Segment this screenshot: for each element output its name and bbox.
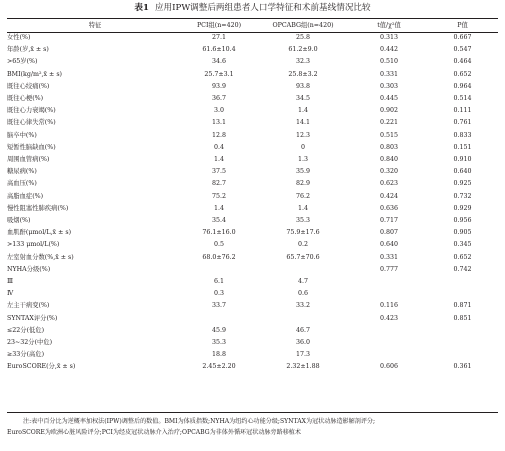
table-row: [7, 93, 498, 105]
row-feature-cell: EuroSCORE(分,x̄ ± s): [7, 363, 76, 371]
row-feature-cell: 既往心力衰竭(%): [7, 107, 56, 115]
row-feature-cell: Ⅳ: [7, 290, 14, 298]
table-row: [7, 361, 498, 373]
table-note-line-2: EuroSCORE为欧洲心脏风险评分;PCI为经皮冠状动脉介入治疗;OPCABG为非体外循环冠状动脉旁路移植术: [7, 429, 301, 436]
row-feature-cell: 左主干病变(%): [7, 302, 50, 310]
row-statistic-cell: 0.902: [379, 107, 399, 115]
row-opcabg-cell: 4.7: [297, 278, 308, 286]
row-feature-cell: SYNTAX评分(%): [7, 314, 58, 322]
row-pci-cell: 33.7: [211, 302, 227, 310]
row-pci-cell: 25.7±3.1: [204, 70, 234, 78]
row-opcabg-cell: 14.1: [295, 119, 311, 127]
row-statistic-cell: 0.423: [379, 314, 399, 322]
row-pci-cell: 27.1: [211, 34, 227, 41]
table-header-row: [7, 19, 498, 32]
row-pci-cell: 1.4: [213, 204, 224, 212]
row-pci-cell: [183, 313, 255, 325]
row-feature-cell: 年龄(岁,x̄ ± s): [7, 46, 49, 54]
row-feature-cell: 女性(%): [7, 34, 31, 41]
table-row: [7, 142, 498, 154]
row-opcabg-cell: 75.9±17.6: [286, 229, 320, 237]
row-opcabg-cell: 17.3: [295, 351, 311, 359]
row-statistic-cell: [351, 337, 427, 349]
table-body: [7, 32, 498, 374]
baseline-table: [7, 19, 498, 374]
row-p-value-cell: 0.640: [453, 168, 472, 176]
row-p-value-cell: 0.761: [453, 119, 472, 127]
row-p-value-cell: 0.111: [453, 107, 472, 115]
row-opcabg-cell: 12.3: [295, 131, 311, 139]
row-p-value-cell: 0.871: [453, 302, 472, 310]
row-pci-cell: 82.7: [211, 180, 227, 188]
row-opcabg-cell: 35.3: [295, 217, 311, 225]
row-pci-cell: 75.2: [211, 192, 227, 200]
header-p-value: P值: [457, 22, 468, 29]
row-p-value-cell: 0.833: [453, 131, 472, 139]
row-feature-cell: ≤22分(低危): [7, 326, 45, 334]
row-opcabg-cell: 25.8±3.2: [288, 70, 318, 78]
row-p-value-cell: 0.742: [453, 265, 472, 273]
row-opcabg-cell: 1.3: [297, 156, 308, 164]
row-p-value-cell: 0.905: [453, 229, 472, 237]
row-statistic-cell: [351, 325, 427, 337]
row-feature-cell: NYHA分级(%): [7, 265, 51, 273]
row-p-value-cell: [427, 349, 498, 361]
row-statistic-cell: 0.221: [379, 119, 399, 127]
row-statistic-cell: 0.606: [379, 363, 399, 371]
table-row: [7, 300, 498, 312]
row-feature-cell: 既往心梗(%): [7, 95, 44, 103]
row-feature-cell: Ⅲ: [7, 278, 14, 286]
row-pci-cell: 0.3: [213, 290, 224, 298]
table-row: [7, 325, 498, 337]
table-row: [7, 288, 498, 300]
row-feature-cell: >65岁(%): [7, 58, 38, 66]
row-statistic-cell: 0.840: [379, 156, 399, 164]
row-opcabg-cell: 25.8: [295, 34, 311, 41]
table-caption: 应用IPW调整后两组患者人口学特征和术前基线情况比较: [154, 3, 371, 13]
row-opcabg-cell: 82.9: [295, 180, 311, 188]
table-row: [7, 44, 498, 56]
row-p-value-cell: 0.925: [453, 180, 472, 188]
row-feature-cell: 周围血管病(%): [7, 156, 50, 164]
row-opcabg-cell: 61.2±9.0: [288, 46, 318, 54]
table-row: [7, 215, 498, 227]
table-row: [7, 276, 498, 288]
row-statistic-cell: 0.623: [379, 180, 399, 188]
row-p-value-cell: 0.151: [453, 143, 472, 151]
row-pci-cell: 68.0±76.2: [202, 253, 236, 261]
table-row: [7, 105, 498, 117]
row-pci-cell: 1.4: [213, 156, 224, 164]
row-opcabg-cell: 2.32±1.88: [286, 363, 320, 371]
row-feature-cell: 高血压(%): [7, 180, 37, 188]
row-statistic-cell: 0.424: [379, 192, 399, 200]
row-pci-cell: 0.4: [213, 143, 224, 151]
row-opcabg-cell: 46.7: [295, 326, 311, 334]
table-row: [7, 239, 498, 251]
row-statistic-cell: 0.640: [379, 241, 399, 249]
row-statistic-cell: 0.116: [379, 302, 399, 310]
row-statistic-cell: [351, 288, 427, 300]
table-row: [7, 337, 498, 349]
row-p-value-cell: 0.732: [453, 192, 472, 200]
row-pci-cell: 35.3: [211, 339, 227, 347]
table-note-line-1: 注:表中百分比为逆概率加权法(IPW)调整后的数值。BMI为体质指数;NYHA为纽约心功能分级;SYNTAX为冠状动脉造影解剖评分;: [23, 418, 376, 425]
row-opcabg-cell: 33.2: [295, 302, 311, 310]
row-p-value-cell: 0.361: [453, 363, 472, 371]
row-feature-cell: 吸烟(%): [7, 217, 31, 225]
table-notes: [7, 416, 498, 438]
row-p-value-cell: 0.345: [453, 241, 472, 249]
table-row: [7, 130, 498, 142]
header-opcabg: OPCABG组(n=420): [272, 22, 334, 29]
row-statistic-cell: [351, 276, 427, 288]
row-statistic-cell: 0.510: [379, 58, 399, 66]
row-opcabg-cell: 0: [300, 143, 305, 151]
row-statistic-cell: 0.303: [379, 82, 399, 90]
row-statistic-cell: 0.803: [379, 143, 399, 151]
row-feature-cell: >133 μmol/L(%): [7, 241, 60, 249]
row-p-value-cell: 0.910: [453, 156, 472, 164]
table-title: [0, 3, 505, 14]
table-row: [7, 154, 498, 166]
row-p-value-cell: 0.652: [453, 70, 472, 78]
table-row: [7, 32, 498, 44]
row-opcabg-cell: 0.6: [297, 290, 308, 298]
row-opcabg-cell: 32.3: [295, 58, 311, 66]
table-row: [7, 252, 498, 264]
row-pci-cell: 36.7: [211, 95, 227, 103]
header-feature: 特征: [88, 22, 102, 29]
row-feature-cell: 23~32分(中危): [7, 339, 53, 347]
row-opcabg-cell: [255, 264, 351, 276]
row-opcabg-cell: 93.8: [295, 82, 311, 90]
row-p-value-cell: 0.929: [453, 204, 472, 212]
row-statistic-cell: 0.717: [379, 217, 399, 225]
row-pci-cell: 18.8: [211, 351, 227, 359]
row-p-value-cell: 0.956: [453, 217, 472, 225]
row-pci-cell: 2.45±2.20: [202, 363, 236, 371]
table-row: [7, 203, 498, 215]
row-statistic-cell: 0.807: [379, 229, 399, 237]
row-p-value-cell: 0.652: [453, 253, 472, 261]
row-pci-cell: 12.8: [211, 131, 227, 139]
header-pci: PCI组(n=420): [196, 22, 242, 29]
table-row: [7, 227, 498, 239]
row-statistic-cell: 0.515: [379, 131, 399, 139]
row-feature-cell: 糖尿病(%): [7, 168, 37, 176]
row-p-value-cell: [427, 325, 498, 337]
table-row: [7, 81, 498, 93]
row-feature-cell: 脑卒中(%): [7, 131, 37, 139]
row-statistic-cell: 0.777: [379, 265, 399, 273]
table-row: [7, 191, 498, 203]
row-feature-cell: 既往心绞痛(%): [7, 82, 50, 90]
table-row: [7, 264, 498, 276]
row-opcabg-cell: 1.4: [297, 204, 308, 212]
row-feature-cell: BMI(kg/m²,x̄ ± s): [7, 70, 63, 78]
row-feature-cell: 既往心律失常(%): [7, 119, 56, 127]
row-opcabg-cell: 1.4: [297, 107, 308, 115]
row-feature-cell: 血肌酐(μmol/L,x̄ ± s): [7, 229, 72, 237]
row-pci-cell: [183, 264, 255, 276]
row-p-value-cell: 0.667: [453, 34, 472, 41]
row-opcabg-cell: 35.9: [295, 168, 311, 176]
row-opcabg-cell: 34.5: [295, 95, 311, 103]
row-feature-cell: 短暂性脑缺血(%): [7, 143, 56, 151]
row-statistic-cell: [351, 349, 427, 361]
row-statistic-cell: 0.445: [379, 95, 399, 103]
row-pci-cell: 37.5: [211, 168, 227, 176]
table-row: [7, 349, 498, 361]
table-row: [7, 117, 498, 129]
table-row: [7, 178, 498, 190]
row-p-value-cell: 0.964: [453, 82, 472, 90]
row-p-value-cell: 0.514: [453, 95, 472, 103]
table-row: [7, 313, 498, 325]
row-pci-cell: 34.6: [211, 58, 227, 66]
row-pci-cell: 93.9: [211, 82, 227, 90]
row-statistic-cell: 0.442: [379, 46, 399, 54]
row-feature-cell: ≥33分(高危): [7, 351, 45, 359]
row-p-value-cell: [427, 288, 498, 300]
row-opcabg-cell: 76.2: [295, 192, 311, 200]
row-pci-cell: 6.1: [213, 278, 224, 286]
row-p-value-cell: [427, 276, 498, 288]
row-pci-cell: 13.1: [211, 119, 227, 127]
table-number: 表1: [134, 3, 149, 13]
row-statistic-cell: 0.320: [379, 168, 399, 176]
row-opcabg-cell: 36.0: [295, 339, 311, 347]
row-p-value-cell: [427, 337, 498, 349]
row-opcabg-cell: [255, 313, 351, 325]
table-bottom-rule: [7, 412, 498, 413]
row-feature-cell: 左室射血分数(%,x̄ ± s): [7, 253, 74, 261]
row-pci-cell: 35.4: [211, 217, 227, 225]
row-statistic-cell: 0.331: [379, 70, 399, 78]
table-row: [7, 166, 498, 178]
row-statistic-cell: 0.636: [379, 204, 399, 212]
row-pci-cell: 61.6±10.4: [202, 46, 236, 54]
row-opcabg-cell: 65.7±70.6: [286, 253, 320, 261]
row-pci-cell: 45.9: [211, 326, 227, 334]
row-pci-cell: 76.1±16.0: [202, 229, 236, 237]
row-pci-cell: 3.0: [213, 107, 224, 115]
table-row: [7, 69, 498, 81]
header-statistic: t值/χ²值: [377, 22, 401, 29]
row-p-value-cell: 0.547: [453, 46, 472, 54]
row-pci-cell: 0.5: [213, 241, 224, 249]
row-feature-cell: 慢性阻塞性肺疾病(%): [7, 204, 69, 212]
row-statistic-cell: 0.331: [379, 253, 399, 261]
row-p-value-cell: 0.851: [453, 314, 472, 322]
row-statistic-cell: 0.313: [379, 34, 399, 41]
row-feature-cell: 高脂血症(%): [7, 192, 44, 200]
row-opcabg-cell: 0.2: [297, 241, 308, 249]
table-row: [7, 56, 498, 68]
row-p-value-cell: 0.464: [453, 58, 472, 66]
